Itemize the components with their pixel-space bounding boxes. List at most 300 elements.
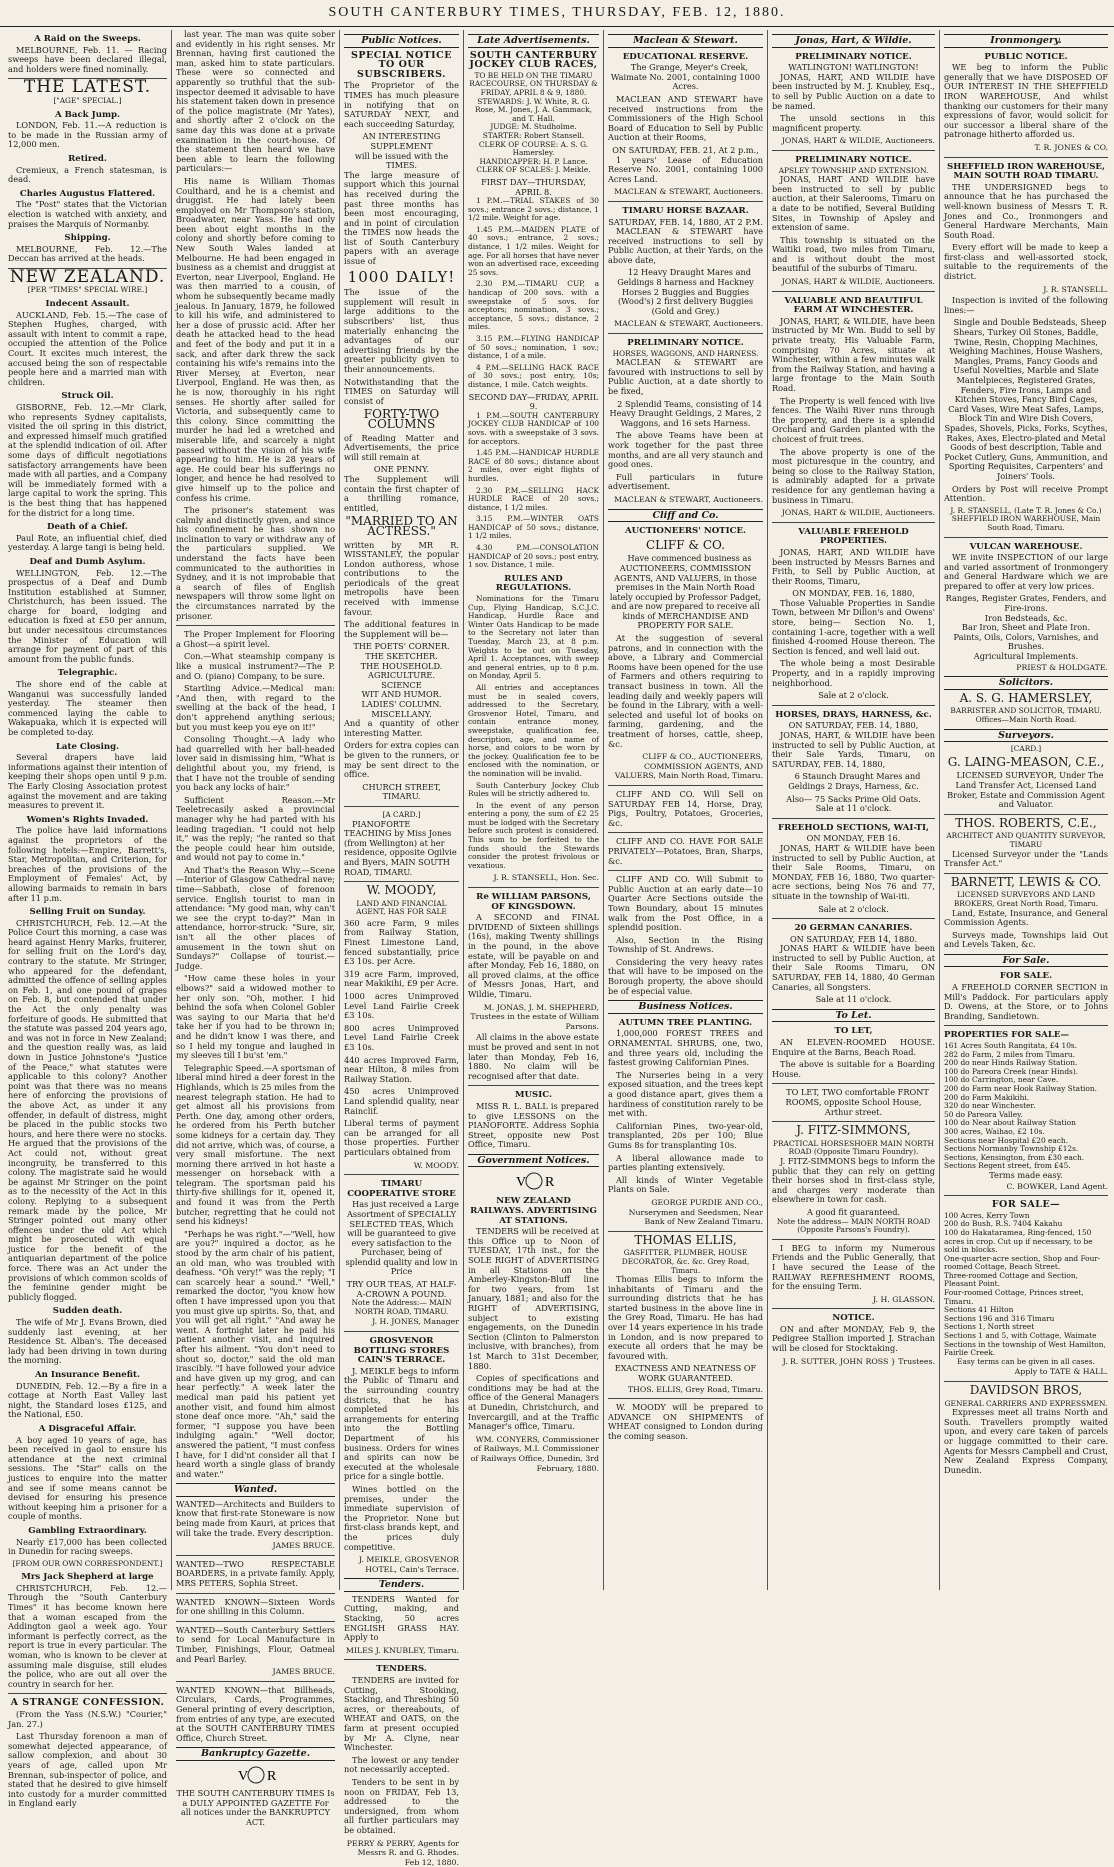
- ad-title: PRELIMINARY NOTICE.: [627, 338, 744, 349]
- ad-subtitle: WATLINGTON! WATLINGTON!: [788, 62, 919, 73]
- headline: Deaf and Dumb Asylum.: [29, 556, 146, 567]
- headline: A STRANGE CONFESSION.: [10, 1697, 165, 1709]
- advertiser-name: W. MOODY,: [366, 883, 437, 898]
- ad-item: Ranges, Register Grates, Fenders, and Fire-irons.: [945, 593, 1107, 614]
- article-text: A boy aged 10 years of age, has been received in gaol to ensure his attendance at the next criminal sessions. The "Star" calls on the justices to enquire into the matter and see if some means cannot be devised for ensuring his presence without keeping him a prisoner for a couple of months.: [8, 1434, 167, 1522]
- ad-title: FOR SALE—: [991, 1199, 1061, 1211]
- ad-title: VALUABLE AND BEAUTIFUL FARM AT WINCHESTER.: [784, 295, 923, 316]
- race-item: 1.45 P.M.—MAIDEN PLATE of 40 sovs.; entrance, 2 sovs.; distance, 1 1/2 miles. Weight for age. For all horses that have never won an advertised race, exceeding 25 sovs.: [468, 224, 599, 277]
- circulation-figure: 1000 DAILY!: [347, 267, 456, 286]
- ad-text: The Property is well fenced with live fences. The Waihi River runs through the property, and there is a splendid Orchard and Garden planted with the choicest of fruit trees.: [772, 395, 935, 444]
- ad-text: The lowest or any tender not necessarily accepted.: [344, 1754, 459, 1775]
- ad-text: 12 Heavy Draught Mares and Geldings 8 harness and Hackney Horses 2 Buggies and Buggies (Wood's) 2 first delivery Buggies (Gold and Grey.): [617, 267, 754, 316]
- auction-date: ON SATURDAY, FEB 14, 1880.: [789, 933, 918, 944]
- article-text: Paul Rote, an influential chief, died yesterday. A large tangi is being held.: [8, 532, 167, 553]
- race-item: 1 P.M.—SOUTH CANTERBURY JOCKEY CLUB HANDICAP of 100 sovs. with a sweepstake of 3 sovs. for acceptors.: [468, 410, 599, 446]
- ad-text: A FREEHOLD CORNER SECTION in Mill's Paddock. For particulars apply D. Owens, at the Store, or to Johns Branding, Sandietown.: [944, 982, 1108, 1021]
- advertiser-name: THOMAS ELLIS,: [634, 1232, 737, 1247]
- ad-title: TIMARU COOPERATIVE STORE: [347, 1179, 456, 1199]
- ad-text: TO BE HELD ON THE TIMARU RACECOURSE, ON THURSDAY & FRIDAY, APRIL 8 & 9, 1880.: [469, 70, 598, 97]
- ad-text: PIANOFORTE TEACHING by Miss Jones (from Wellington) at her residence, opposite Ogilvie and Byers, MAIN SOUTH ROAD, TIMARU.: [344, 818, 457, 877]
- ad-text: 1,000,000 FOREST TREES and ORNAMENTAL SHRUBS, one, two, and three years old, including the fastest growing Californian Pines.: [608, 1028, 763, 1068]
- ad-subtitle: GENERAL CARRIERS AND EXPRESSMEN.: [944, 1398, 1108, 1408]
- notice-text: The Supplement will contain the first chapter of a thrilling romance, entitled,: [344, 473, 459, 513]
- property-item: Sections in the township of West Hamilton, Fairlie Creek.: [944, 1339, 1106, 1358]
- headline: Women's Rights Invaded.: [26, 814, 149, 825]
- ad-text: JONAS, HART & WILDIE have been instructed to sell by Public Auction, at their Sale Rooms, Timaru, on MONDAY, FEB 16, 1880, Two quarter-acre sections, being Nos 76 and 77, situate in the township of Wai-iti.: [772, 842, 935, 901]
- article-text: Startling Advice.—Medical man: "And then, with regard to the swelling at the back of the head, I don't apprehend anything serious; but you must keep you eye on it!": [176, 683, 335, 732]
- ad-text: Offices—Main North Road.: [975, 715, 1077, 724]
- notice-text: Notwithstanding that the TIMES on Saturday will consist of: [344, 376, 459, 406]
- headline: A Disgraceful Affair.: [38, 1423, 137, 1434]
- notice-text: Orders for extra copies can be given to the runners, or may be sent direct to the office.: [344, 740, 459, 780]
- article-text: His name is William Thomas Coulthard, and he is a chemist and druggist. He had lately been employed on Mr Thompson's station, Broadwater, near Yass. He had only been about eight months in the colony and shortly before coming to New South Wales landed at Melbourne. He had been engaged in business as a chemist and druggist at Everton, near Liverpool, England. He was then married to a cousin, of whom he subsequently became madly jealous. In January, 1879, he followed to kill his wife, and administered to her a dose of prussic acid. After her death he attacked head to the head and feet of the body and put it in a sack, and after dark threw the sack containing his wife's remains into the River Mersey, at Everton, near Liverpool, England. He was then, as he is now, thoroughly in his right senses. He shortly after sailed for Victoria, and subsequently came to this colony. Since committing the murder he had led a wretched and miserable life, and scarcely a night passed without the vision of his wife appearing to him. He is 28 years of age. He could bear his sufferings no longer, and hence he had resolved to give himself up to the police and confess his crime.: [176, 175, 335, 503]
- ad-text: The Nurseries being in a very exposed situation, and the trees kept a good distance apart, gives them a hardiness of constitution rarely to be met with.: [608, 1069, 763, 1119]
- sale-time: Sale at 2 o'clock.: [818, 903, 889, 914]
- notice-text: of Reading Matter and Advertisements, the price will still remain at: [344, 432, 459, 462]
- wanted-ad: [176, 1500, 335, 1551]
- article-text: WELLINGTON, Feb. 12.—The prospectus of a Deaf and Dumb Institution established at Sumner, Christchurch, has been issued. The charge for board, lodging and education is fixed at £50 per annum, but under necessitous circumstances the Minister of Education will arrange for payment of part of this amount from the public funds.: [8, 567, 167, 664]
- ad-text: WANTED—TWO RESPECTABLE BOARDERS, in a private family. Apply, MRS PETERS, Sophia Street.: [176, 1558, 335, 1589]
- ad-text: J. MEIKLE begs to inform the Public of Timaru and the surrounding country districts, that he has completed his arrangements for entering into the Bottling Department of his business. Orders for wines and spirits can now be executed at the wholesale price for a single bottle.: [344, 1365, 459, 1482]
- feature-item: THE SKETCHER.: [365, 651, 438, 662]
- advertiser-name: G. LAING-MEASON, C.E.,: [947, 754, 1105, 769]
- article-text: And That's the Reason Why.—Scene—Interior of Glasgow Cathedral nave; time—Sabbath, close of forenoon service. English tourist to man in attendance: "My good man, why can't we see the crypt to-day?" Man in attendance, horror-struck: "Sure, sir, isn't all the other places of amusement in the town shut on Sundays?" Collapse of tourist.—Judge.: [176, 864, 335, 971]
- ad-item: 800 acres Unimproved Level Land Fairlie Creek £3 10s.: [344, 1022, 459, 1052]
- property-item: 100 do Carrington, near Cave.: [944, 1075, 1059, 1085]
- ad-signature: J. R. STANSELL.: [1043, 284, 1108, 294]
- article-text: Sufficient Reason.—Mr Teeletrecasily asked a provincial manager why he had parted with his leading tragedian. "I could not help it," was the reply; "he ranted so that the people could hear him outside, and would not pay to come in.": [176, 794, 335, 863]
- section-heading-ironmongery: Ironmongery.: [944, 34, 1108, 48]
- headline: Shipping.: [64, 233, 111, 244]
- ad-title: FREEHOLD SECTIONS, WAI-TI,: [777, 822, 929, 833]
- section-heading-maclean-stewart: Maclean & Stewart.: [608, 34, 763, 48]
- article-text: (From the Yass (N.S.W.) "Courier," Jan. 27.): [8, 1709, 167, 1729]
- ad-title: 20 GERMAN CANARIES.: [794, 923, 913, 934]
- ad-text: TENDERS Wanted for Cutting, making, and Stacking, 50 acres ENGLISH GRASS HAY. Apply to: [344, 1593, 459, 1643]
- notice-text: The issue of the supplement will result in large additions to the subscribers' list, thus materially enhancing the advantages of our advertising friends by the greater publicity given to their announcements.: [344, 287, 459, 374]
- headline: Charles Augustus Flattered.: [19, 188, 156, 199]
- ad-text: THE UNDERSIGNED begs to announce that he has purchased the well-known business of Messrs T. R. Jones and Co., Ironmongers and General Hardware Merchants, Main South Road.: [944, 181, 1108, 240]
- ad-text: The unsold sections in this magnificent property.: [772, 113, 935, 133]
- property-item: 300 acres, Waihao, £2 10s.: [944, 1126, 1045, 1136]
- section-heading-to-let: To Let.: [772, 1009, 935, 1023]
- ad-text: A liberal allowance made to parties planting extensively.: [608, 1152, 763, 1173]
- article-text: The prisoner's statement was calmly and distinctly given, and since his confinement he has shown no inclination to vary or withdraw any of the particulars supplied. We understand the facts have been communicated to the authorities in Sydney, and it is not improbable that a search of files of English newspapers will throw some light on the circumstances narrated by the prisoner.: [176, 505, 335, 621]
- headline: Indecent Assault.: [45, 299, 130, 310]
- ad-text: ON and after MONDAY, Feb 9, the Pedigree Stallion imported J. Strachan will be closed for Stocktaking.: [772, 1323, 935, 1354]
- ad-text: TENDERS will be received at this Office up to Noon of TUESDAY, 17th inst., for the SOLE RIGHT of ADVERTISING in all Stations on the Amberley-Kingston-Bluff line for two years, from 1st January, 1881; and also for the RIGHT of ADVERTISING, subject to existing engagements, on the Dunedin Section (Clinton to Palmerston inclusive, with branches), from 1st March to 31st December, 1880.: [468, 1226, 599, 1371]
- ad-text: At the suggestion of several patrons, and in connection with the above, a Library and Commercial Rooms have been opened for the use of Farmers and others requiring to transact business in town. All the leading daily and weekly papers will be found in the Library, with a well-selected and useful lot of books on farming, gardening, and the treatment of horses, cattle, sheep, &c.: [608, 633, 763, 749]
- ad-text: Note the Address:— MAIN NORTH ROAD, TIMARU.: [351, 1298, 452, 1316]
- wanted-ad: [176, 1626, 335, 1677]
- ad-subtitle: RULES AND REGULATIONS.: [495, 573, 572, 594]
- ad-text: Copies of specifications and conditions may be had at the office of the General Managers at Dunedin, Christchurch, and Invercargill, and at the Traffic Manager's office, Timaru.: [468, 1373, 599, 1432]
- ad-title: EDUCATIONAL RESERVE.: [622, 51, 749, 62]
- sale-time: Sale at 2 o'clock.: [818, 690, 889, 701]
- ad-text: Nominations for the Timaru Cup, Flying Handicap, S.C.J.C. Handicap, Hurdle Race and Winter Oats Handicap to be made to the Secretary not later than Tuesday, March 23, at 8 p.m. Weights to be out on Tuesday, April 1. Acceptances, with sweep and general entries, up to 8 p.m. on Monday, April 5.: [468, 594, 599, 681]
- ad-text: Surveys made, Townships laid Out and Levels Taken, &c.: [944, 929, 1108, 950]
- ad-title: PUBLIC NOTICE.: [984, 51, 1068, 62]
- notice-text: ONE PENNY.: [373, 464, 430, 475]
- ad-text: TENDERS are invited for Cutting, Stooking, Stacking, and Threshing 50 acres, or thereabouts, of WHEAT and OATS, on the farm at present occupied by Mr A. Clyne, near Winchester.: [344, 1675, 459, 1753]
- ad-text: LICENSED SURVEYOR, Under The Land Transfer Act, Licensed Land Broker, Estate and Commission Agent and Valuator.: [947, 770, 1105, 810]
- article-text: last year. The man was quite sober and evidently in his right senses. Mr Brennan, having first cautioned the man, asked him to state particulars. These were so connected and apparently so truthful that the sub-inspector deemed it advisable to have his statement taken down in presence of the police magistrate (Mr Yates), and shortly after 2 o'clock on the same day this was done at a private examination in the court-house. Of the statement then heard we have been able to learn the following particulars:—: [176, 29, 335, 174]
- notice-highlight: "MARRIED TO AN ACTRESS.": [345, 514, 458, 538]
- property-item: 50 do Pareora Valley.: [944, 1109, 1023, 1119]
- feature-item: WIT AND HUMOR.: [361, 689, 442, 700]
- ad-text: Wines bottled on the premises, under the immediate supervision of the Proprietor. None but first-class brands kept, and the prices duly competitive.: [344, 1483, 459, 1552]
- ad-title: HORSES, DRAYS, HARNESS, &c.: [775, 709, 932, 720]
- ad-text: MACLEAN & STEWART are favoured with instructions to sell by Public Auction, at a date shortly to be fixed,: [608, 357, 763, 396]
- ad-signature: MACLEAN & STEWART, Auctioneers.: [614, 319, 763, 329]
- notice-highlight: FORTY-TWO COLUMNS: [363, 407, 440, 431]
- ad-signature: M. JONAS, J. M. SHEPHERD, Trustees in the estate of William Parsons.: [470, 1002, 599, 1031]
- race-day: FIRST DAY—THURSDAY, APRIL 8.: [481, 176, 586, 197]
- ad-signature: Apply to TATE & HALL.: [1014, 1367, 1108, 1377]
- ad-signature: MILES J. KNUBLEY, Timaru.: [345, 1645, 459, 1655]
- race-official: STEWARDS: J. W. White, R. G. Rose, M. Jones, J. A. Gammack, and T. Hall.: [474, 96, 592, 123]
- advertiser-name: A. S. G. HAMERSLEY,: [959, 690, 1093, 705]
- ad-text: W. MOODY will be prepared to ADVANCE ON SHIPMENTS of WHEAT consigned to London during the coming season.: [608, 1402, 763, 1441]
- article-text: Last Thursday forenoon a man of somewhat dejected appearance, of sallow complexion, and about 30 years of age, called upon Mr Brennan, sub-inspector of police, and stated that he desired to give himself into custody for a murder committed in England early: [8, 1731, 167, 1809]
- ad-signature: GEORGE PURDIE AND CO., Nurserymen and Seedsmen, Near Bank of New Zealand Timaru.: [628, 1197, 763, 1227]
- ad-signature: JONAS, HART & WILDIE, Auctioneers.: [781, 277, 935, 287]
- ad-text: All kinds of Winter Vegetable Plants on Sale.: [608, 1174, 763, 1195]
- section-heading-late-ads: Late Advertisements.: [468, 34, 599, 48]
- article-text: Nearly £17,000 has been collected in Dunedin for racing sweeps.: [8, 1536, 167, 1557]
- property-item: Sections 41 Hilton: [944, 1305, 1014, 1315]
- advertiser-name: J. FITZ-SIMMONS,: [796, 1123, 911, 1138]
- article-text: CHRISTCHURCH, Feb. 12.—At the Police Court this morning, a case was heard against Henry Marks, fruiterer, for selling fruit on the Lord's day, contrary to the statute. Mr Stringer, who appeared for the defendant, admitted the offence of selling apples on Feb. 1, and one pound of grapes on Feb. 8, but contended that under the Act the only penalty was forfeiture of goods. He submitted that the statute was passed 204 years ago, and was not in force in New Zealand; and the question really was, as laid down in Justice Johnstone's "Justice of the Peace," what statutes were applicable to this colony? Another point was that there was no means here of enforcing the provisions of the above Act, as under it any offender, in default of distress, might be placed in the public stocks two hours, and here there were no stocks. He argued that the provisions of the Act could not, without great incongruity, be transferred to this colony. The magistrate said he would be against Mr Stringer on the point as to the necessity of the Act in this colony. Replying to a subsequent remark made by the police, Mr Stringer pointed out many other offences under the old Act which might be prosecuted with equal justice for the benefit of the antiquarian department of the police force. There was an Act under the provisions of which common scolds of the feminine gender might be publicly flogged.: [8, 917, 167, 1302]
- ad-signature: J. R. STANSELL, (Late T. R. Jones & Co.) SHEFFIELD IRON WAREHOUSE, Main South Road, Timaru.: [950, 505, 1102, 532]
- ad-text: Land, Estate, Insurance, and General Commission Agents.: [944, 907, 1108, 928]
- svg-text:R: R: [544, 1175, 554, 1191]
- ad-item: 450 acres Unimproved Land splendid quality, near Rainclif.: [344, 1086, 459, 1116]
- ad-item: Bar Iron, Sheet and Plate Iron.: [961, 622, 1091, 633]
- wanted-ad: [176, 1598, 335, 1617]
- article-text: The Proper Implement for Flooring a Ghost—a spirit level.: [176, 629, 335, 649]
- column-1: [4, 30, 172, 1809]
- section-subtitle: [PER "TIMES" SPECIAL WIRE.]: [27, 285, 148, 295]
- ad-item: Paints, Oils, Colors, Varnishes, and Brushes.: [953, 631, 1099, 652]
- column-7: [940, 30, 1112, 1590]
- race-item: 2.30 P.M.—SELLING HACK HURDLE RACE of 20 sovs.; distance, 1 1/2 miles.: [468, 485, 599, 512]
- ad-title: NEW ZEALAND RAILWAYS. ADVERTISING AT STATIONS.: [470, 1196, 597, 1226]
- column-6: [768, 30, 940, 1590]
- wanted-ad: [176, 1560, 335, 1589]
- ad-text: 2 Splendid Teams, consisting of 14 Heavy Draught Geldings, 2 Mares, 2 Waggons, and 16 sets Harness.: [609, 398, 762, 428]
- notice-text: The large measure of support which this journal has received during the past three months has been most encouraging, and in point of circulation the TIMES now heads the list of South Canterbury papers with an average issue of: [344, 169, 459, 267]
- ad-signature: JONAS, HART & WILDIE, Auctioneers.: [781, 136, 935, 146]
- ad-subtitle: LAND AND FINANCIAL AGENT, HAS FOR SALE: [356, 898, 447, 917]
- headline: Selling Fruit on Sunday.: [29, 907, 146, 918]
- race-official: CLERK OF COURSE: A. S. G. Hamersley.: [478, 139, 589, 158]
- ad-text: Also— 75 Sacks Prime Old Oats.: [786, 793, 921, 804]
- ad-title: TO LET,: [834, 1026, 873, 1037]
- ad-text: A SECOND and FINAL DIVIDEND of Sixteen shillings (16s), making Twenty shillings in the pound, in the above estate, will be payable on and after Monday, Feb 16, 1880, on all proved claims, at the office of Messrs Jonas, Hart, and Wildie, Timaru.: [468, 912, 599, 999]
- section-heading-tenders: Tenders.: [344, 1578, 459, 1592]
- ad-item: 440 acres Improved Farm, near Hilton, 8 miles from Railway Station.: [344, 1054, 459, 1084]
- ad-text: All entries and acceptances must be in sealed covers, addressed to the Secretary, Grosvenor Hotel, Timaru, and contain entrance money, sweepstake, qualification fee, description, age, and name of horse, and colors to be worn by the jockey. Qualification fee to be enclosed with the nomination, or the nomination will be invalid.: [468, 682, 599, 778]
- race-official: JUDGE: M. Studholme.: [490, 122, 577, 132]
- article-text: Con.—What steamship company is like a musical instrument?—The P. and O. (piano) Company, to be sure.: [176, 651, 335, 681]
- property-item: 200 do Bush, R.S. 7404 Kakahu: [944, 1219, 1063, 1229]
- ad-signature: J. R. STANSELL, Hon. Sec.: [493, 873, 599, 883]
- column-5: [604, 30, 768, 1590]
- ad-text: The whole being a most Desirable Property, and in a rapidly improving neighborhood.: [772, 658, 935, 688]
- headline: Telegraphic.: [57, 668, 118, 679]
- ad-signature: WM. CONYERS, Commissioner of Railways, M.I. Commissioner of Railways Office, Dunedin, 3rd February, 1880.: [470, 1434, 599, 1473]
- section-heading-surveyors: Surveyors.: [944, 729, 1108, 743]
- ad-item: 319 acre Farm, improved, near Makikihi, £9 per Acre.: [344, 968, 459, 989]
- ad-title: TIMARU HORSE BAZAAR.: [622, 205, 749, 216]
- section-title: THE LATEST.: [23, 77, 152, 98]
- property-item: 161 Acres South Rangitata, £4 10s.: [944, 1041, 1078, 1051]
- article-text: CHRISTCHURCH, Feb. 12.—Through the "South Canterbury Times" it has become known here that a woman escaped from the Addington gaol a week ago. Your informant is perfectly correct, as the report is true in every particular. The woman, who is known to be clever at assuming male disguise, still eludes the police, who are out all over the country in search for her.: [8, 1582, 167, 1689]
- race-item: 4.30 P.M.—CONSOLATION HANDICAP of 20 sovs.; post entry, 1 sov. Distance, 1 mile.: [468, 543, 599, 570]
- race-item: 3.15 P.M.—WINTER OATS HANDICAP of 50 sovs.; distance, 1 1/2 miles.: [468, 514, 599, 541]
- article-text: Cremieux, a French statesman, is dead.: [8, 164, 167, 185]
- race-official: STARTER: Robert Stansell.: [482, 130, 585, 140]
- race-day: SECOND DAY—FRIDAY, APRIL 9.: [468, 391, 599, 412]
- section-heading-for-sale: For Sale.: [944, 954, 1108, 968]
- feature-item: AGRICULTURE.: [368, 670, 435, 681]
- ad-text: JONAS HART & WILDIE have been instructed to sell by Public Auction, at their Sale Rooms Timaru, ON SATURDAY, FEB 14, 1880, 40 German Canaries, all Songsters.: [772, 943, 935, 992]
- headline: Mrs Jack Shepherd at large: [21, 1572, 154, 1583]
- property-item: Sections 196 and 316 Timaru: [944, 1313, 1055, 1323]
- ad-text: EXACTNESS AND NEATNESS OF WORK GUARANTEED.: [614, 1363, 757, 1384]
- race-item: 1.45 P.M.—HANDICAP HURDLE RACE of 80 sovs.; distance about 2 miles, over eight flights of hurdles.: [468, 448, 599, 483]
- ad-signature: C. BOWKER, Land Agent.: [1006, 1181, 1108, 1191]
- ad-text: 6 Staunch Draught Mares and Geldings 2 Drays, Harness, &c.: [788, 771, 921, 791]
- ad-text: Full particulars in future advertisement.: [608, 471, 763, 492]
- ad-text: Tenders to be sent in by noon on FRIDAY, Feb 13, addressed to the undersigned, from whom all further particulars may be obtained.: [344, 1776, 459, 1835]
- ad-text: CLIFF AND CO. HAVE FOR SALE PRIVATELY—Potatoes, Bran, Sharps, &c.: [608, 836, 763, 866]
- sale-time: Sale at 11 o'clock.: [815, 803, 892, 814]
- race-official: HANDICAPPER: H. P. Lance.: [479, 156, 588, 166]
- article-text: "Perhaps he was right."—"Well, how are you?" inquired a doctor, as he stood by the arm chair of his patient, an old man, who was troubled with deafness. "Oh very!" was the reply; "I can scarcely hear a sound." "Well," remarked the doctor, "you know how often I have impressed upon you that you must give up spirits. So, that, and you will get all right." "And away he went. A fortnight later he paid his patient another visit, and inquired after his ailment. "You don't need to shout so, doctor," said the old man irascibly. "I have followed your advice and have given up my grog, and can hear perfectly." A week later the medical man paid his patient yet another visit, and found him almost stone deaf once more. "Ah," said the former, "I suppose you have been indulging again." "Well doctor, answered the patient, "I must confess I have, for I did'nt consider all that I heard worth a single glass of brandy and water.": [176, 1228, 335, 1479]
- section-heading-government: Government Notices.: [468, 1154, 599, 1168]
- ad-title: Re WILLIAM PARSONS, OF KINGSDOWN.: [476, 892, 591, 912]
- ad-text: AN ELEVEN-ROOMED HOUSE. Enquire at the Barns, Beach Road.: [772, 1037, 935, 1057]
- ad-text: WANTED KNOWN—Sixteen Words for one shilling in this Column.: [176, 1596, 335, 1617]
- race-item: 4 P.M.—SELLING HACK RACE of 30 sovs.; post entry, 10s; distance, 1 mile. Catch weights.: [468, 362, 599, 389]
- ad-text: TO LET, TWO comfortable FRONT ROOMS, opposite School House, Arthur street.: [785, 1087, 929, 1117]
- ad-text: Those Valuable Properties in Sandie Town, between Mr Dillon's and Owens' store, being— Section No. 1, containing 1-acre, together with a well finished 4-roomed House thereon. The Section is fenced, and well laid out.: [772, 597, 935, 656]
- masthead: SOUTH CANTERBURY TIMES, THURSDAY, FEB. 12, 1880.: [0, 0, 1114, 27]
- ad-text: JONAS, HART, & WILDIE, have been instructed by Mr Wm. Budd to sell by private treaty, His Valuable Farm, comprising 70 Acres, situate at Winchester, within a few minutes walk from the Railway Station, and having a large frontage to the Main South Road.: [772, 315, 935, 393]
- ad-signature: J. R. SUTTER, JOHN ROSS } Trustees.: [782, 1356, 935, 1366]
- ad-signature: JAMES BRUCE.: [272, 1541, 335, 1551]
- headline: Gambling Extraordinary.: [28, 1525, 147, 1536]
- race-official: CLERK OF SCALES: J. Meikle.: [476, 165, 591, 175]
- property-item: Sections, Kensington, from £30 each.: [944, 1152, 1085, 1162]
- section-heading-jonas-hart-wildie: Jonas, Hart, & Wildie.: [772, 34, 935, 48]
- ad-title: AUCTIONEERS' NOTICE.: [625, 526, 746, 537]
- ad-text: Every effort will be made to keep a first-class and well-assorted stock, suitable to the requirements of the district.: [944, 242, 1108, 282]
- ad-text: The above is suitable for a Boarding House.: [772, 1059, 935, 1079]
- auction-date: ON MONDAY, FEB. 16, 1880,: [792, 588, 915, 599]
- notice-text: written by MR R. WISSTANLEY, the popular London authoress, whose contributions to the periodicals of the great metropolis have been received with immense favour.: [344, 539, 459, 617]
- property-item: 100 Acres, Kerry Town: [944, 1210, 1030, 1220]
- column-3: [340, 30, 464, 1867]
- article-text: The "Post" states that the Victorian election is watched with anxiety, and praises the Marquis of Normanby.: [8, 199, 167, 229]
- ad-text: Single and Double Bedsteads, Sheep Shears, Turkey Oil Stones, Baddle, Twine, Resin, Chopping Machines, Weighing Machines, House Washers, Mangles, Prams, Fancy Goods and Useful Novelties, Marble and Slate Mantelpieces, Registered Grates, Fenders, Fire Irons, Lamps and Kitchen Stoves, Fancy Bird Cages, Card Vases, Wire Meat Safes, Lamps, Block Tin and Wire Dish Covers, Spades, Shovels, Picks, Forks, Scythes, Rakes, Axes, Electro-plated and Metal Goods of best description, Table and Pocket Cutlery, Guns, Ammunition, and Sporting Requisites, Carpenters' and Joiners' Tools.: [944, 317, 1108, 481]
- ad-text: J. FITZ-SIMMONS begs to inform the public that they can rely on getting their horses shod in first-class style, and charges very moderate than elsewhere in town for cash.: [772, 1155, 935, 1205]
- ad-title: FOR SALE.: [999, 971, 1053, 982]
- ad-signature: MACLEAN & STEWART, Auctioneers.: [614, 494, 763, 504]
- feature-item: MISCELLANY.: [371, 708, 432, 719]
- ad-text: Thomas Ellis begs to inform the inhabitants of Timaru and the surrounding districts that he has started business in the above line in the Grey Road, Timaru. He has had over 14 years experience in his trade in London, and is now prepared to execute all orders that he may be favoured with.: [608, 1274, 763, 1361]
- article-text: The police have laid informations against the proprietors of the following hotels:—Empire, Barrett's, Star, Metropolitan, and Criterion, for breaches of the provisions of the Employment of Females' Act, by allowing barmaids to remain in bars after 11 p.m.: [8, 825, 167, 903]
- advertiser-name: BARNETT, LEWIS & CO.: [950, 874, 1102, 889]
- headline: Late Closing.: [55, 741, 120, 752]
- ad-signature: J. MEIKLE, GROSVENOR HOTEL, Cain's Terrace.: [358, 1555, 459, 1574]
- notice-address: CHURCH STREET,: [362, 781, 441, 792]
- ad-title: SHEFFIELD IRON WAREHOUSE, MAIN SOUTH ROAD TIMARU.: [947, 161, 1105, 182]
- ad-text: MACLEAN & STEWART have received instructions to sell by Public Auction, at their Yards, on the above date,: [608, 226, 763, 265]
- ad-text: WE beg to inform the Public generally that we have DISPOSED OF OUR INTEREST IN THE SHEFFIELD IRON WAREHOUSE, And whilst thanking our customers for their many expressions of favor, would solicit for our successor a liberal share of the patronage hitherto afforded us.: [944, 62, 1108, 140]
- ad-text: TRY OUR TEAS, AT HALF-A-CROWN A POUND.: [346, 1279, 457, 1299]
- article-text: LONDON, Feb. 11.—A reduction is to be made in the Russian army of 12,000 men.: [8, 120, 167, 150]
- wanted-ad: [176, 1686, 335, 1744]
- notice-label: [CARD.]: [1010, 744, 1042, 754]
- ad-text: Inspection is invited of the following lines:—: [944, 295, 1108, 315]
- auction-date: ON SATURDAY, FEB. 14, 1880,: [788, 720, 919, 731]
- article-text: Consoling Thought.—A lady who had quarrelled with her ball-headed lover said in dismissing him, "What is delightful about you, my friend, is that I have not the trouble of sending you back any locks of hair.": [176, 734, 335, 793]
- svg-text:R: R: [266, 1768, 276, 1784]
- ad-text: Orders by Post will receive Prompt Attention.: [944, 483, 1108, 504]
- ad-text: Has just received a Large Assortment of SPECIALLY SELECTED TEAS, Which will be guaranteed to give every satisfaction to the Purchaser, being of splendid quality and low in Price: [345, 1199, 459, 1277]
- ad-text: All claims in the above estate must be proved and sent in not later than Monday, Feb 16, 1880. No claim will be recognised after that date.: [468, 1032, 599, 1081]
- ad-text: JONAS, HART AND WILDIE have been instructed to sell by public auction, at their Salerooms, Timaru on a date to be notified, Several Building Sites, in Township of Apsley and extension of same.: [772, 174, 935, 233]
- property-item: 100 do Near about Railway Station: [944, 1118, 1076, 1128]
- ad-subtitle: BARRISTER AND SOLICITOR, TIMARU.: [950, 706, 1102, 716]
- feature-item: SCIENCE: [381, 679, 422, 690]
- section-heading-solicitors: Solicitors.: [944, 676, 1108, 690]
- ad-signature: THOS. ELLIS, Grey Road, Timaru.: [627, 1384, 763, 1394]
- ad-text: Licensed Surveyor under the "Lands Transfer Act.": [944, 848, 1108, 869]
- ad-signature: J. H. GLASSON.: [872, 1294, 935, 1304]
- ad-signature: MACLEAN & STEWART, Auctioneers.: [614, 187, 763, 197]
- headline: Death of a Chief.: [47, 522, 128, 533]
- ad-signature: PERRY & PERRY, Agents for Messrs R. and G. Rhodes. Feb 12, 1880.: [346, 1838, 459, 1867]
- ad-text: WANTED—Architects and Builders to know that first-rate Stoneware is now being made from Kauri, at prices that will take the trade. Every description.: [176, 1498, 335, 1538]
- ad-title: MUSIC.: [515, 1090, 552, 1101]
- ad-item: 360 acre Farm, 9 miles from Railway Station, Finest Limestone Land, fenced substantially, price £3 10s. per Acre.: [344, 917, 459, 967]
- property-item: Three-roomed Cottage and Section, Pleasant Point.: [944, 1270, 1078, 1289]
- ad-text: Liberal terms of payment can be arranged for all those properties. Further particulars obtained from: [344, 1118, 459, 1157]
- sale-time: Sale at 11 o'clock.: [815, 994, 892, 1005]
- ad-text: Also, Section in the Rising Township of St. Andrews.: [608, 934, 763, 955]
- ad-text: JONAS, HART, & WILDIE have been instructed to sell by Public Auction, at their Sale Yards, Timaru, on SATURDAY, FEB. 14, 1880,: [772, 730, 935, 769]
- article-text: The wife of Mr J. Evans Brown, died suddenly last evening, at her Residence St. Alban's. The deceased lady had been driving in town during the morning.: [8, 1317, 167, 1366]
- property-item: 282 do Farm, 2 miles from Timaru.: [944, 1049, 1075, 1059]
- ad-item: 1000 acres Unimproved Level Land Fairlie Creek £3 10s.: [344, 991, 459, 1021]
- ad-text: JONAS, HART, AND WILDIE have been instructed by Messrs Barnes and Frith, to Sell by Public Auction, at their Rooms, Timaru,: [772, 546, 935, 586]
- headline: An Insurance Benefit.: [35, 1370, 140, 1380]
- property-item: One-quarter-acre section, Shop and Four-roomed Cottage, Beach Street.: [944, 1253, 1101, 1272]
- ad-text: Easy terms can be given in all cases.: [957, 1356, 1095, 1366]
- headline: Sudden death.: [52, 1306, 123, 1317]
- notice-text: will be issued with the TIMES.: [354, 150, 449, 171]
- ad-text: The Grange, Meyer's Creek, Waimate No. 2001, containing 1000 Acres.: [610, 62, 761, 92]
- notice-text: The Proprietor of the TIMES has much pleasure in notifying that on SATURDAY NEXT, and each succeeding Saturday,: [344, 80, 459, 129]
- ad-item: Iron Bedsteads, &c.: [984, 612, 1068, 623]
- ad-text: The above Teams have been at work together for the past three months, and are all very staunch and good ones.: [608, 430, 763, 470]
- property-item: 200 do Farm Makikihi.: [944, 1092, 1030, 1102]
- property-item: Sections Regent street, from £45.: [944, 1161, 1071, 1171]
- section-heading-bankruptcy: Bankruptcy Gazette.: [176, 1747, 335, 1761]
- property-item: Sections near Hospital £20 each.: [944, 1135, 1069, 1145]
- section-heading-wanted: Wanted.: [176, 1483, 335, 1497]
- headline: Retired.: [68, 153, 107, 164]
- ad-text: MACLEAN AND STEWART have received instructions from the Commissioners of the High School Board of Education to Sell by Public Auction at their Rooms,: [608, 93, 763, 143]
- ad-text: THE SOUTH CANTERBURY TIMES Is a DULY APPOINTED GAZETTE For all notices under the BANKRUPTCY ACT.: [176, 1787, 335, 1827]
- ad-text: CLIFF AND CO. Will Submit to Public Auction at an early date—10 Quarter Acre Sections outside the Town Boundary, about 15 minutes walk from the Post Office, in a splendid position.: [608, 874, 763, 933]
- ad-title: VULCAN WAREHOUSE.: [969, 541, 1083, 552]
- ad-text: WANTED KNOWN—that Billheads, Circulars, Cards, Programmes, General printing of every description, from entries of any type, are executed at the SOUTH CANTERBURY TIMES Office, Church Street.: [176, 1684, 335, 1743]
- ad-subtitle: GASFITTER, PLUMBER, HOUSE DECORATOR, &c. &c. Grey Road, Timaru.: [621, 1248, 750, 1275]
- ad-text: Californian Pines, two-year-old, transplanted, 20s per 100; Blue Gums 8s for transplanting 10s.: [608, 1120, 763, 1150]
- property-item: 200 do near Hinds Railway Station.: [944, 1058, 1078, 1068]
- section-heading-cliff: Cliff and Co.: [608, 509, 763, 523]
- section-subtitle: [FROM OUR OWN CORRESPONDENT.]: [12, 1558, 163, 1568]
- race-item: 3.15 P.M.—FLYING HANDICAP of 50 sovs.; nomination, 1 sov.; distance, 1 of a mile.: [468, 334, 599, 361]
- article-text: "How came these holes in your elbows?" said a widowed mother to her only son. "Oh, mother. I hid behind the sofa when Colonel Gobler was saying to our Maria that he'd take her if you had to be thrown in; and he didn't know I was there, and so I held my tongue and laughed in my sleeves till I bu'st 'em.": [176, 973, 335, 1061]
- ad-title: GROSVENOR BOTTLING STORES CAIN'S TERRACE.: [353, 1336, 450, 1366]
- ad-text: The above property is one of the most picturesque in the country, and being so close to the Railway Station, is admirably adapted for a private residence for any gentleman having a business in Timaru.: [772, 446, 935, 505]
- ad-subtitle: LICENSED SURVEYORS AND LAND BROKERS, Great North Road, Timaru.: [953, 890, 1099, 908]
- ad-text: Have commenced business as AUCTIONEERS, COMMISSION AGENTS, AND VALUERS, in those premises in the Main North Road lately occupied by Professor Padget, and are now prepared to receive all kinds of MERCHANDISE AND PROPERTY FOR SALE.: [609, 553, 762, 631]
- race-item: 2.30 P.M.—TIMARU CUP, a handicap of 200 sovs. with a sweepstake of 5 sovs. for acceptors; nomination, 3 sovs.; acceptance, 5 sovs.; distance, 2 miles.: [468, 279, 599, 332]
- auction-date: ON MONDAY, FEB 16.: [806, 833, 901, 844]
- headline: Struck Oil.: [61, 391, 114, 402]
- ad-text: I BEG to inform my Numerous Friends and the Public Generally, that I have secured the Lease of the RAILWAY REFRESHMENT ROOMS, for the ensuing Term.: [772, 1242, 935, 1292]
- ad-text: A good fit guaranteed.: [806, 1206, 901, 1217]
- property-item: Sections Normanby Township £12s.: [944, 1144, 1079, 1154]
- article-text: MELBOURNE, Feb. 12.—The Deccan has arrived at the heads.: [8, 243, 167, 264]
- ad-signature: JONAS, HART & WILDIE, Auctioneers.: [781, 508, 935, 518]
- ad-text: MISS R. L. BALL is prepared to give LESSONS on the PIANOFORTE. Address Sophia Street, opposite new Post Office, Timaru.: [468, 1100, 599, 1150]
- notice-label: [A CARD.]: [382, 809, 421, 819]
- column-4: [464, 30, 604, 1590]
- article-text: DUNEDIN, Feb. 12.—By a fire in a cottage at North East Valley last night, the Standard loses £125, and the National, £50.: [8, 1380, 167, 1420]
- auction-date: SATURDAY, FEB. 14, 1880, AT 2 P.M.: [608, 216, 763, 227]
- section-heading-public-notices: Public Notices.: [344, 34, 459, 48]
- article-text: GISBORNE, Feb. 12.—Mr Clark, who represents Sydney capitalists, visited the oil spring in this district, and expressed himself much gratified at the splendid indication of oil. After some days of difficult negotiations satisfactory arrangements have been made with all parties, and a Company will be immediately formed with a large capital to work the spring. This is the best thing that has happened for the district for a long time.: [8, 402, 167, 518]
- auction-date: ON SATURDAY, FEB. 21, At 2 p.m.,: [612, 144, 759, 155]
- article-text: The shore end of the cable at Wanganui was successfully landed yesterday. The steamer then commenced laying the cable to Wakapuaka, which it is expected will be completed to-day.: [8, 679, 167, 737]
- headline: A Back Jump.: [54, 109, 121, 120]
- ad-signature: JAMES BRUCE.: [272, 1667, 335, 1677]
- ad-title: NOTICE.: [832, 1313, 875, 1324]
- advertiser-name: THOS. ROBERTS, C.E.,: [955, 815, 1097, 830]
- property-item: 100 do Pareora Creek (near Hinds).: [944, 1066, 1079, 1076]
- ad-title: AUTUMN TREE PLANTING.: [618, 1017, 753, 1028]
- article-text: AUCKLAND, Feb. 15.—The case of Stephen Hughes, charged, with assault with intent to commit a rape, occupied the attention of the Police Court. It excites much interest, the accused being the son of respectable people here and a married man with children.: [8, 309, 167, 387]
- section-heading-business: Business Notices.: [608, 1000, 763, 1014]
- svg-text:V: V: [515, 1175, 526, 1191]
- ad-signature: T. R. JONES & CO.: [1034, 142, 1108, 152]
- ad-title: SOUTH CANTERBURY JOCKEY CLUB RACES,: [469, 49, 598, 71]
- ad-text: This township is situated on the Waitiki road, two miles from Timaru, and is without doubt the most beautiful of the suburbs of Timaru.: [772, 234, 935, 274]
- ad-title: PRELIMINARY NOTICE.: [795, 51, 912, 62]
- ad-item: Agricultural Implements.: [973, 651, 1079, 662]
- ad-signature: PRIEST & HOLDGATE.: [1016, 662, 1108, 672]
- ad-signature: W. MOODY.: [413, 1160, 459, 1170]
